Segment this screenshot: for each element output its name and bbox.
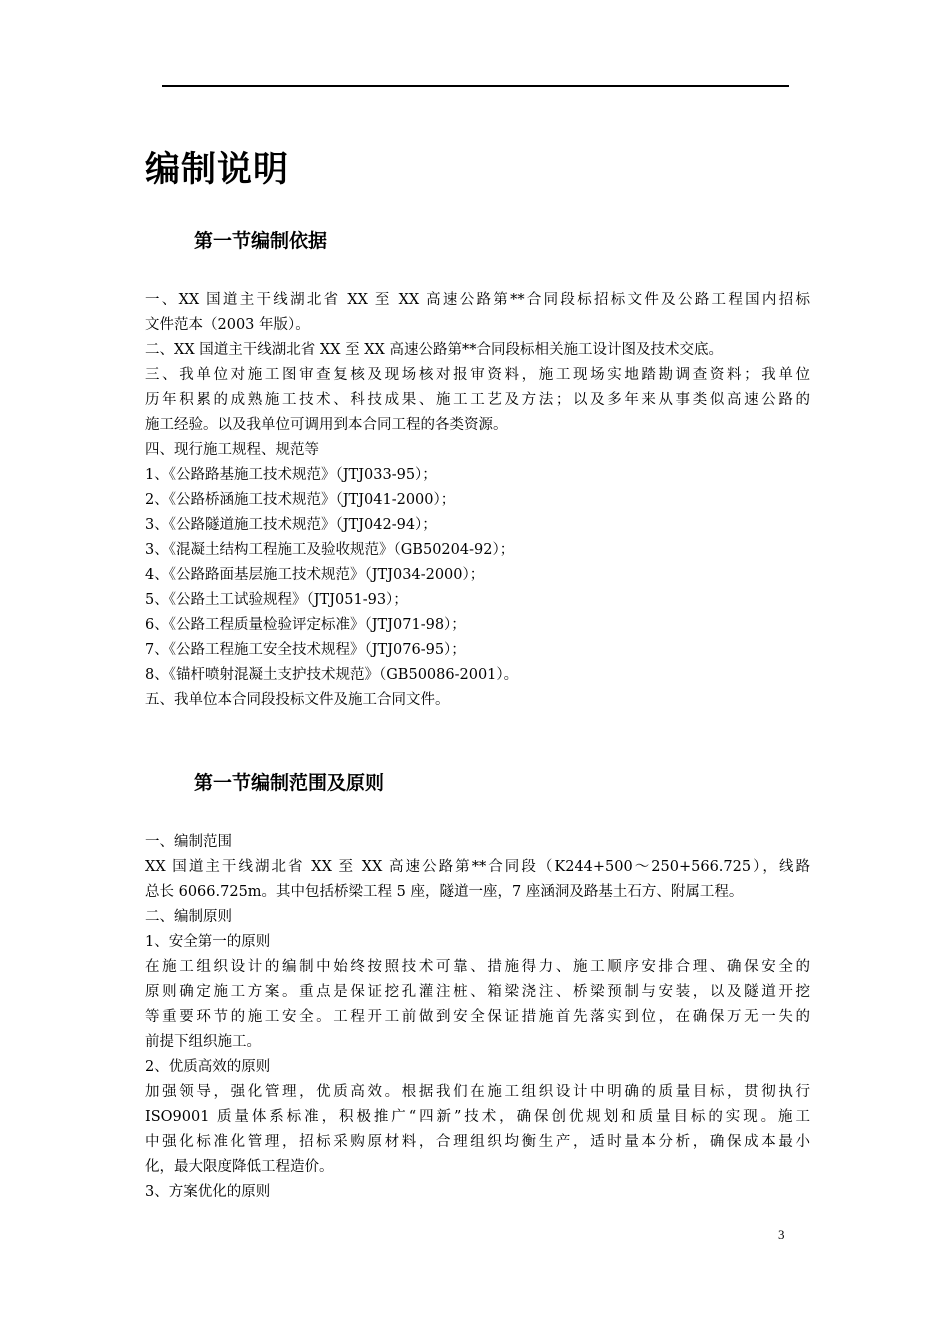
paragraph-line: 化，最大限度降低工程造价。 [145, 1159, 334, 1175]
header-rule [162, 85, 789, 87]
section-scope-body [145, 830, 810, 1205]
paragraph-line: 一、XX 国道主干线湖北省 XX 至 XX 高速公路第**合同段标招标文件及公路工程国内招标 [145, 292, 810, 308]
list-item: 4、《公路路面基层施工技术规范》（JTJ034-2000）； [145, 567, 485, 583]
paragraph-line: 历年积累的成熟施工技术、科技成果、施工工艺及方法；以及多年来从事类似高速公路的 [145, 392, 810, 408]
section-heading-scope: 第一节编制范围及原则 [194, 772, 385, 794]
list-item: 2、《公路桥涵施工技术规范》（JTJ041-2000）； [145, 492, 456, 508]
list-item: 1、《公路路基施工技术规范》（JTJ033-95）； [145, 467, 437, 483]
paragraph-line: 在施工组织设计的编制中始终按照技术可靠、措施得力、施工顺序安排合理、确保安全的 [145, 959, 810, 975]
page-number: 3 [778, 1227, 785, 1242]
paragraph-line: 三、我单位对施工图审查复核及现场核对报审资料，施工现场实地踏勘调查资料；我单位 [145, 367, 810, 383]
subheading: 1、安全第一的原则 [145, 934, 271, 950]
list-item: 四、现行施工规程、规范等 [145, 442, 319, 458]
paragraph-line: XX 国道主干线湖北省 XX 至 XX 高速公路第**合同段（K244+500～250+566.725），线路 [145, 859, 810, 875]
subheading: 3、方案优化的原则 [145, 1184, 271, 1200]
paragraph-line: 中强化标准化管理，招标采购原材料，合理组织均衡生产，适时量本分析，确保成本最小 [145, 1134, 810, 1150]
paragraph-line: 文件范本（2003 年版）。 [145, 317, 310, 333]
document-title: 编制说明 [145, 150, 290, 190]
paragraph-line: 五、我单位本合同段投标文件及施工合同文件。 [145, 692, 450, 708]
list-item: 7、《公路工程施工安全技术规程》（JTJ076-95）； [145, 642, 466, 658]
list-item: 3、《混凝土结构工程施工及验收规范》（GB50204-92）； [145, 542, 515, 558]
list-item: 5、《公路土工试验规程》（JTJ051-93）； [145, 592, 408, 608]
paragraph-line: 总长 6066.725m。其中包括桥梁工程 5 座，隧道一座，7 座涵洞及路基土石方、附属工程。 [145, 884, 744, 900]
section-heading-basis: 第一节编制依据 [194, 230, 328, 252]
paragraph-line: 前提下组织施工。 [145, 1034, 261, 1050]
list-item: 3、《公路隧道施工技术规范》（JTJ042-94）； [145, 517, 437, 533]
subheading: 一、编制范围 [145, 834, 232, 850]
paragraph-line: 二、XX 国道主干线湖北省 XX 至 XX 高速公路第**合同段标相关施工设计图及技术交底。 [145, 342, 723, 358]
paragraph-line: ISO9001 质量体系标准，积极推广“四新”技术，确保创优规划和质量目标的实现。施工 [145, 1109, 810, 1125]
list-item: 6、《公路工程质量检验评定标准》（JTJ071-98）； [145, 617, 466, 633]
paragraph-line: 等重要环节的施工安全。工程开工前做到安全保证措施首先落实到位，在确保万无一失的 [145, 1009, 810, 1025]
list-item: 8、《锚杆喷射混凝土支护技术规范》（GB50086-2001）。 [145, 667, 519, 683]
subheading: 二、编制原则 [145, 909, 232, 925]
section-basis-body [145, 288, 810, 713]
paragraph-line: 加强领导，强化管理，优质高效。根据我们在施工组织设计中明确的质量目标，贯彻执行 [145, 1084, 810, 1100]
paragraph-line: 施工经验。以及我单位可调用到本合同工程的各类资源。 [145, 417, 508, 433]
subheading: 2、优质高效的原则 [145, 1059, 271, 1075]
paragraph-line: 原则确定施工方案。重点是保证挖孔灌注桩、箱梁浇注、桥梁预制与安装，以及隧道开挖 [145, 984, 810, 1000]
